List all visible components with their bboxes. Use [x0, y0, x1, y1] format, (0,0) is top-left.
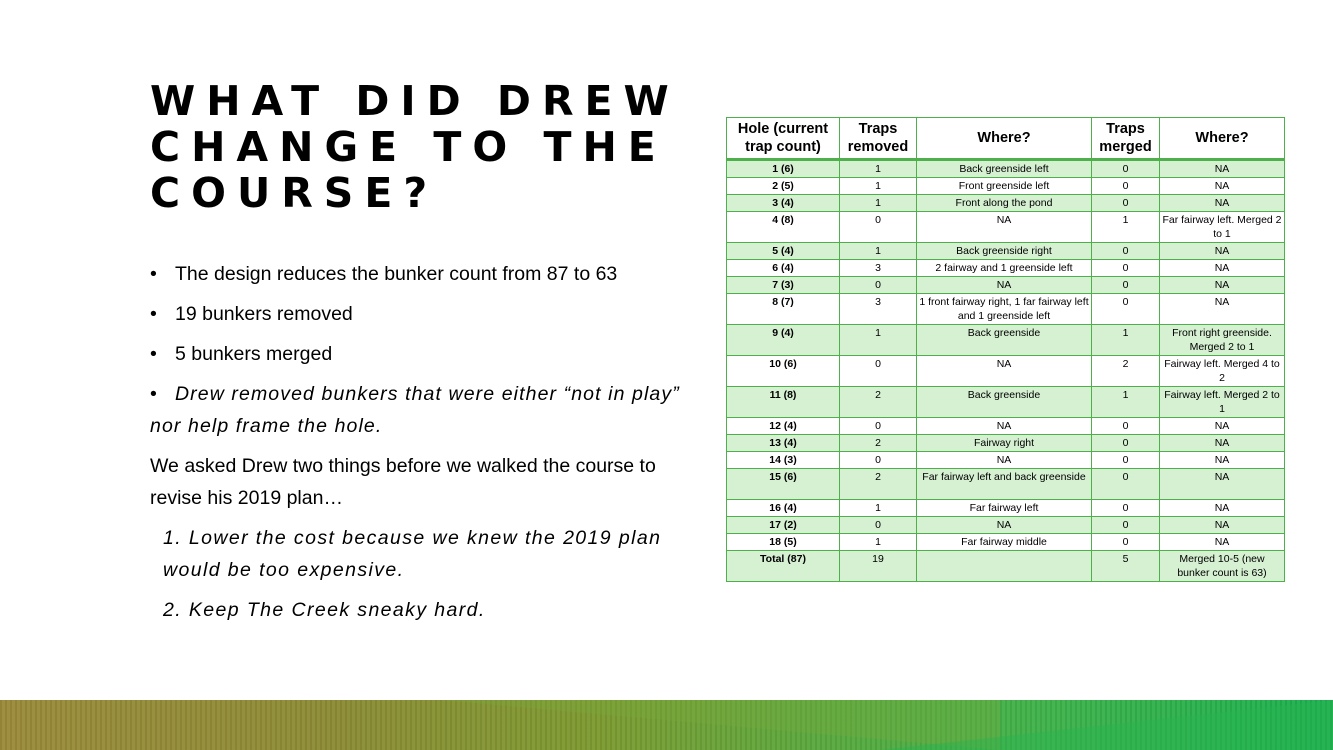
cell-hole: 14 (3) [727, 452, 840, 469]
table-row [727, 277, 1285, 294]
bullet-text: Drew removed bunkers that were either “not in play” nor help frame the hole. [150, 383, 680, 437]
cell-where-merged: NA [1160, 435, 1285, 452]
cell-traps-merged: 1 [1092, 325, 1160, 356]
table-row [727, 260, 1285, 277]
cell-where-removed: NA [917, 418, 1092, 435]
cell-where-merged: Fairway left. Merged 4 to 2 [1160, 356, 1285, 387]
intro-paragraph: We asked Drew two things before we walked the course to revise his 2019 plan… [150, 455, 656, 509]
table-row [727, 212, 1285, 243]
table-row [727, 534, 1285, 551]
cell-hole: 2 (5) [727, 178, 840, 195]
cell-traps-removed: 3 [840, 294, 917, 325]
footer-decoration [0, 700, 1333, 750]
cell-where-removed: NA [917, 356, 1092, 387]
cell-hole: 6 (4) [727, 260, 840, 277]
cell-where-removed: Back greenside right [917, 243, 1092, 260]
bullet-item [150, 338, 695, 370]
bunker-changes-table [726, 117, 1285, 582]
cell-where-merged: Fairway left. Merged 2 to 1 [1160, 387, 1285, 418]
cell-hole: 12 (4) [727, 418, 840, 435]
cell-where-removed: Far fairway middle [917, 534, 1092, 551]
cell-traps-removed: 0 [840, 356, 917, 387]
cell-where-merged: Far fairway left. Merged 2 to 1 [1160, 212, 1285, 243]
cell-where-merged: NA [1160, 534, 1285, 551]
bullet-dot: • [150, 303, 157, 325]
bullet-item-italic [150, 378, 695, 442]
cell-traps-removed: 0 [840, 452, 917, 469]
cell-hole: 10 (6) [727, 356, 840, 387]
cell-traps-removed: 1 [840, 534, 917, 551]
cell-hole: 7 (3) [727, 277, 840, 294]
cell-traps-merged: 1 [1092, 387, 1160, 418]
cell-hole: 11 (8) [727, 387, 840, 418]
cell-traps-merged: 0 [1092, 277, 1160, 294]
table-header-row [727, 118, 1285, 160]
cell-traps-merged: 0 [1092, 418, 1160, 435]
numbered-item: 2. Keep The Creek sneaky hard. [163, 599, 486, 621]
cell-traps-merged: 0 [1092, 294, 1160, 325]
cell-traps-merged: 0 [1092, 195, 1160, 212]
cell-where-merged: Merged 10-5 (new bunker count is 63) [1160, 551, 1285, 582]
bullet-dot: • [150, 383, 157, 405]
header-hole: Hole (current trap count) [727, 118, 840, 160]
cell-where-merged: NA [1160, 294, 1285, 325]
cell-traps-removed: 2 [840, 469, 917, 500]
cell-traps-merged: 0 [1092, 500, 1160, 517]
cell-where-removed: Far fairway left [917, 500, 1092, 517]
header-traps-removed: Traps removed [840, 118, 917, 160]
cell-hole: 15 (6) [727, 469, 840, 500]
cell-traps-removed: 1 [840, 325, 917, 356]
bullet-text: The design reduces the bunker count from 87 to 63 [175, 263, 618, 285]
table-row [727, 243, 1285, 260]
cell-traps-merged: 0 [1092, 435, 1160, 452]
bullet-dot: • [150, 343, 157, 365]
cell-where-merged: NA [1160, 418, 1285, 435]
cell-traps-merged: 0 [1092, 517, 1160, 534]
table-row [727, 551, 1285, 582]
cell-traps-removed: 0 [840, 517, 917, 534]
cell-where-removed: NA [917, 517, 1092, 534]
cell-traps-merged: 1 [1092, 212, 1160, 243]
numbered-item: 1. Lower the cost because we knew the 2019 plan would be too expensive. [163, 527, 662, 581]
cell-traps-removed: 1 [840, 160, 917, 178]
cell-where-merged: NA [1160, 277, 1285, 294]
cell-hole: Total (87) [727, 551, 840, 582]
table-row [727, 500, 1285, 517]
cell-hole: 1 (6) [727, 160, 840, 178]
cell-where-merged: NA [1160, 178, 1285, 195]
cell-where-removed: Fairway right [917, 435, 1092, 452]
table-row [727, 356, 1285, 387]
cell-hole: 3 (4) [727, 195, 840, 212]
bunker-changes-table-wrap [726, 117, 1284, 582]
cell-where-removed: NA [917, 212, 1092, 243]
table-row [727, 294, 1285, 325]
cell-hole: 16 (4) [727, 500, 840, 517]
cell-hole: 17 (2) [727, 517, 840, 534]
table-row [727, 452, 1285, 469]
cell-where-merged: Front right greenside. Merged 2 to 1 [1160, 325, 1285, 356]
cell-hole: 13 (4) [727, 435, 840, 452]
cell-traps-merged: 0 [1092, 534, 1160, 551]
cell-traps-merged: 0 [1092, 243, 1160, 260]
cell-where-merged: NA [1160, 195, 1285, 212]
cell-traps-removed: 0 [840, 212, 917, 243]
header-where-removed: Where? [917, 118, 1092, 160]
cell-where-removed [917, 551, 1092, 582]
bullet-text: 19 bunkers removed [175, 303, 353, 325]
cell-where-removed: Far fairway left and back greenside [917, 469, 1092, 500]
cell-hole: 8 (7) [727, 294, 840, 325]
header-traps-merged: Traps merged [1092, 118, 1160, 160]
cell-traps-removed: 2 [840, 387, 917, 418]
table-body [727, 160, 1285, 582]
cell-traps-merged: 0 [1092, 452, 1160, 469]
cell-where-removed: 1 front fairway right, 1 far fairway left and 1 greenside left [917, 294, 1092, 325]
cell-traps-merged: 2 [1092, 356, 1160, 387]
cell-where-merged: NA [1160, 452, 1285, 469]
cell-where-removed: Back greenside left [917, 160, 1092, 178]
cell-hole: 4 (8) [727, 212, 840, 243]
cell-where-merged: NA [1160, 160, 1285, 178]
table-row [727, 517, 1285, 534]
cell-where-removed: Front greenside left [917, 178, 1092, 195]
cell-traps-removed: 1 [840, 195, 917, 212]
table-row [727, 325, 1285, 356]
cell-traps-removed: 1 [840, 178, 917, 195]
cell-traps-merged: 5 [1092, 551, 1160, 582]
cell-traps-removed: 0 [840, 277, 917, 294]
cell-hole: 18 (5) [727, 534, 840, 551]
cell-where-removed: Front along the pond [917, 195, 1092, 212]
cell-traps-removed: 3 [840, 260, 917, 277]
bullet-item [150, 258, 695, 290]
table-row [727, 178, 1285, 195]
cell-traps-merged: 0 [1092, 178, 1160, 195]
table-row [727, 435, 1285, 452]
cell-hole: 5 (4) [727, 243, 840, 260]
cell-traps-removed: 0 [840, 418, 917, 435]
cell-where-merged: NA [1160, 243, 1285, 260]
cell-where-merged: NA [1160, 500, 1285, 517]
table-row [727, 160, 1285, 178]
header-where-merged: Where? [1160, 118, 1285, 160]
cell-where-removed: 2 fairway and 1 greenside left [917, 260, 1092, 277]
cell-where-removed: NA [917, 277, 1092, 294]
slide-body [150, 258, 695, 634]
footer-shard [880, 700, 1333, 750]
table-row [727, 387, 1285, 418]
cell-traps-removed: 1 [840, 500, 917, 517]
cell-traps-removed: 1 [840, 243, 917, 260]
cell-traps-removed: 19 [840, 551, 917, 582]
table-row [727, 418, 1285, 435]
bullet-dot: • [150, 263, 157, 285]
cell-where-merged: NA [1160, 469, 1285, 500]
cell-where-removed: Back greenside [917, 325, 1092, 356]
cell-traps-removed: 2 [840, 435, 917, 452]
cell-where-removed: NA [917, 452, 1092, 469]
cell-traps-merged: 0 [1092, 160, 1160, 178]
table-row [727, 195, 1285, 212]
bullet-text: 5 bunkers merged [175, 343, 333, 365]
cell-where-removed: Back greenside [917, 387, 1092, 418]
cell-traps-merged: 0 [1092, 469, 1160, 500]
cell-where-merged: NA [1160, 517, 1285, 534]
table-row [727, 469, 1285, 500]
cell-traps-merged: 0 [1092, 260, 1160, 277]
bullet-item [150, 298, 695, 330]
cell-hole: 9 (4) [727, 325, 840, 356]
slide-title: WHAT DID DREW CHANGE TO THE COURSE? [150, 77, 680, 217]
cell-where-merged: NA [1160, 260, 1285, 277]
